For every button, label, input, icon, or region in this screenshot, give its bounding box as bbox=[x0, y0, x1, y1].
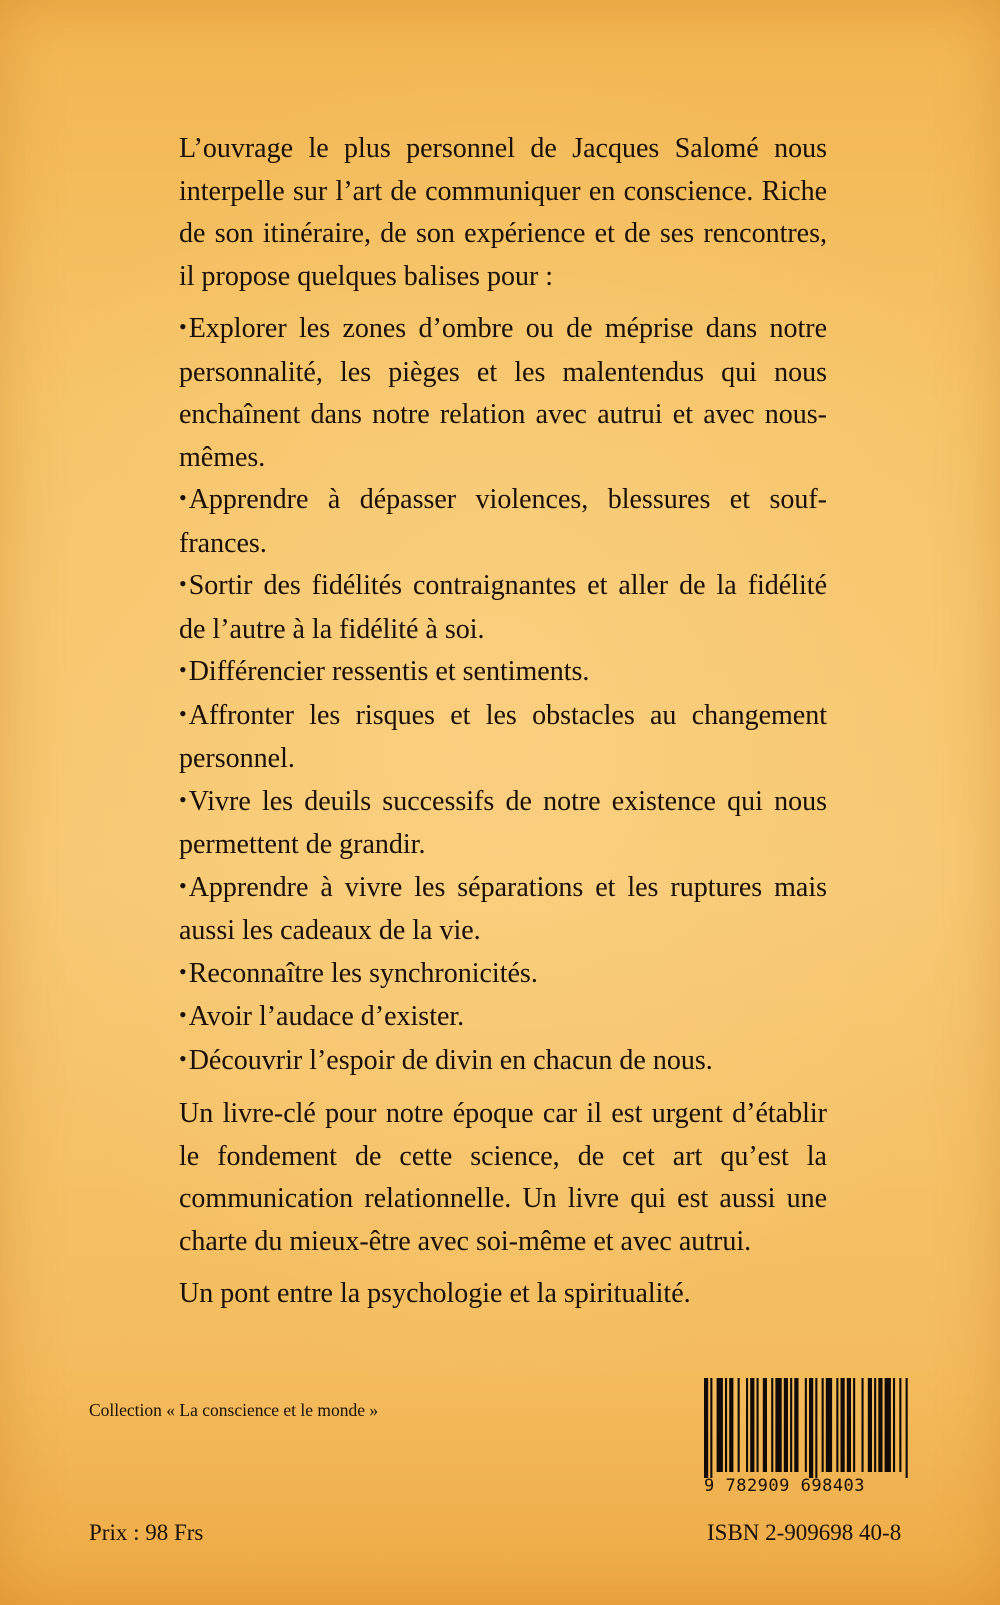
bullet-item-depasser bbox=[179, 479, 827, 565]
barcode-bar bbox=[704, 1378, 708, 1478]
barcode-bar bbox=[906, 1378, 908, 1478]
barcode-bar bbox=[809, 1378, 813, 1478]
barcode-bar bbox=[893, 1378, 895, 1472]
bullet-text: Apprendre à dépasser violences, blessures et souffrances. bbox=[179, 484, 827, 559]
bullet-text: Découvrir l’espoir de divin en chacun de nous. bbox=[188, 1044, 713, 1076]
barcode-bar bbox=[862, 1378, 864, 1472]
barcode-bar bbox=[822, 1378, 824, 1472]
collection-label: Collection « La conscience et le monde » bbox=[89, 1400, 379, 1420]
barcode-bar bbox=[771, 1378, 773, 1472]
barcode-bar bbox=[847, 1378, 851, 1472]
barcode-bar bbox=[868, 1378, 872, 1472]
bullet-item-differencier bbox=[179, 651, 827, 695]
barcode-bar bbox=[805, 1378, 807, 1472]
barcode-bar bbox=[729, 1378, 733, 1472]
bullet-dot-icon: • bbox=[179, 314, 187, 339]
barcode-bar bbox=[775, 1378, 781, 1472]
barcode-bar bbox=[725, 1378, 727, 1472]
bullet-dot-icon: • bbox=[179, 485, 187, 510]
price-label: Prix : 98 Frs bbox=[89, 1520, 204, 1545]
bullet-dot-icon: • bbox=[179, 1045, 187, 1071]
barcode-bar bbox=[874, 1378, 876, 1472]
isbn-label: ISBN 2-909698 40-8 bbox=[707, 1520, 902, 1545]
barcode-bar bbox=[885, 1378, 891, 1472]
bullet-text: Sortir des fidélités contraignantes et aller de la fidélité de l’autre à la fidélité à soi. bbox=[179, 570, 827, 645]
barcode-bar bbox=[757, 1378, 759, 1472]
barcode-bar bbox=[717, 1378, 723, 1472]
bullet-item-fidelites bbox=[179, 565, 827, 651]
barcode-bar bbox=[784, 1378, 788, 1472]
intro-paragraph: L’ouvrage le plus personnel de Jacques Salomé nous interpelle sur l’art de communiquer en conscience. Riche de son itinéraire, de son expérience et de ses rencontres, il propose quelques balises pour : bbox=[179, 133, 827, 292]
bullet-item-affronter bbox=[179, 695, 827, 781]
barcode-icon bbox=[700, 1378, 910, 1488]
bullet-item-divin bbox=[179, 1040, 827, 1084]
bullet-text: Vivre les deuils successifs de notre existence qui nous permettent de grandir. bbox=[179, 785, 827, 860]
barcode-bar bbox=[763, 1378, 767, 1472]
barcode-bar bbox=[853, 1378, 855, 1472]
bullet-text: Apprendre à vivre les séparations et les ruptures mais aussi les cadeaux de la vie. bbox=[179, 871, 827, 946]
bullet-item-explorer bbox=[179, 308, 827, 479]
bullet-dot-icon: • bbox=[179, 958, 187, 984]
tagline: Un pont entre la psychologie et la spiritualité. bbox=[179, 1278, 691, 1309]
bullet-text: Affronter les risques et les obstacles au changement personnel. bbox=[179, 699, 827, 774]
bullet-dot-icon: • bbox=[179, 872, 187, 898]
barcode-bar bbox=[815, 1378, 817, 1478]
barcode-bar bbox=[746, 1378, 748, 1472]
closing-paragraph: Un livre-clé pour notre époque car il est urgent d’établir le fondement de cette science, de cet art qu’est la communication relationnelle. Un livre qui est aussi une charte du mieux-être avec soi-même et avec autrui. bbox=[179, 1098, 827, 1257]
bullet-text: Reconnaître les synchronicités. bbox=[188, 957, 538, 989]
bullet-item-synchronicites bbox=[179, 953, 827, 997]
bullet-dot-icon: • bbox=[179, 657, 187, 682]
barcode-bar bbox=[710, 1378, 712, 1478]
barcode-bar bbox=[790, 1378, 792, 1472]
blurb-text bbox=[179, 128, 827, 1326]
bullet-item-audace bbox=[179, 996, 827, 1040]
barcode-bar bbox=[836, 1378, 838, 1472]
bullet-dot-icon: • bbox=[179, 571, 187, 596]
bullet-item-separations bbox=[179, 867, 827, 953]
bullet-list bbox=[179, 308, 827, 1083]
bullet-dot-icon: • bbox=[179, 1002, 187, 1027]
barcode-bar bbox=[841, 1378, 845, 1472]
bullet-text: Explorer les zones d’ombre ou de méprise dans notre personnalité, les pièges et les malentendus qui nous enchaînent dans notre relation avec autrui et avec nous-mêmes. bbox=[179, 313, 827, 473]
bullet-text: Avoir l’audace d’exister. bbox=[188, 1001, 465, 1032]
barcode-bar bbox=[899, 1378, 901, 1472]
bullet-dot-icon: • bbox=[179, 786, 187, 812]
barcode-bar bbox=[826, 1378, 832, 1472]
ean-digits: 9 782909 698403 bbox=[704, 1476, 866, 1496]
bullet-dot-icon: • bbox=[179, 700, 187, 726]
bullet-text: Différencier ressentis et sentiments. bbox=[188, 656, 590, 687]
barcode-bar bbox=[750, 1378, 754, 1472]
barcode-bar bbox=[794, 1378, 798, 1472]
bullet-item-deuils bbox=[179, 781, 827, 867]
barcode-bar bbox=[878, 1378, 882, 1472]
barcode-bar bbox=[738, 1378, 740, 1472]
